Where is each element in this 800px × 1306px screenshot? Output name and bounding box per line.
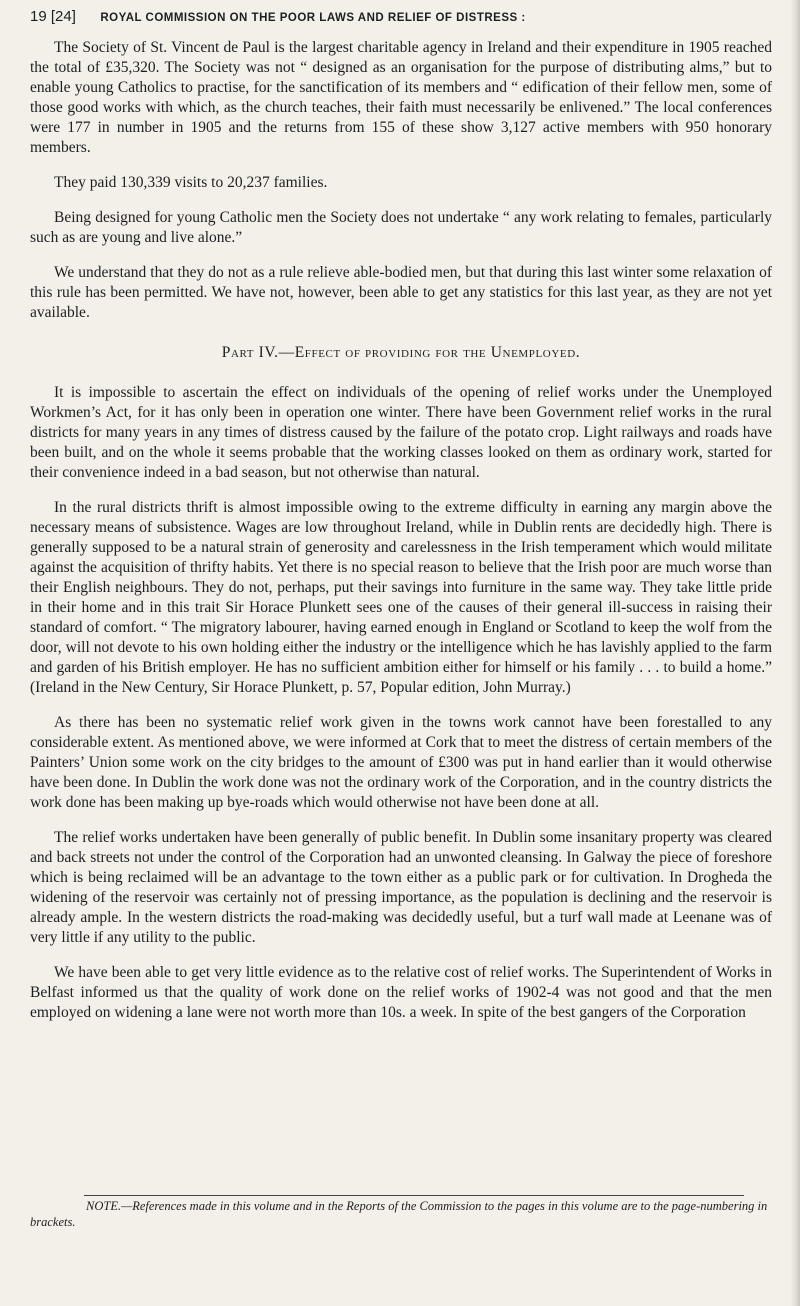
section-heading: Part IV.—Effect of providing for the Unemployed. bbox=[221, 344, 581, 361]
paragraph: As there has been no systematic relief work given in the towns work cannot have been forestalled to any considerable extent. As mentioned above, we were informed at Cork that to meet the distress of certain members of the Painters’ Union some work on the city bridges to the amount of £300 was put in hand earlier than it would otherwise have been done. In Dublin the work done was not the ordinary work of the Corporation, and in the country districts the work done has been making up bye-roads which would otherwise not have been done at all. bbox=[30, 714, 772, 811]
paragraph: It is impossible to ascertain the effect on individuals of the opening of relief works under the Unemployed Workmen’s Act, for it has only been in operation one winter. There have been Government relief works in the rural districts for many years in any times of distress caused by the failure of the potato crop. Light railways and roads have been built, and on the whole it seems probable that the working classes looked on them as ordinary work, started for their convenience indeed in a bad season, but not otherwise than natural. bbox=[30, 384, 772, 481]
footnote bbox=[30, 1198, 772, 1230]
footnote-label: NOTE. bbox=[86, 1199, 122, 1213]
page-number: 19 [24] bbox=[30, 8, 76, 25]
footnote-text: —References made in this volume and in the Reports of the Commission to the pages in this volume are to the page-numbering in brackets. bbox=[30, 1199, 768, 1229]
paragraph: The Society of St. Vincent de Paul is the largest charitable agency in Ireland and their expenditure in 1905 reached the total of £35,320. The Society was not “ designed as an organisation for the purpose of distributing alms,” but to enable young Catholics to practise, for the sanctification of its members and “ edification of their fellow men, some of those good works with which, as the church teaches, their faith must necessarily be enlivened.” The local conferences were 177 in number in 1905 and the returns from 155 of these show 3,127 active members with 950 honorary members. bbox=[30, 39, 772, 156]
paragraph: The relief works undertaken have been generally of public benefit. In Dublin some insanitary property was cleared and back streets not under the control of the Corporation had an unwonted cleansing. In Galway the piece of foreshore which is being reclaimed will be an advantage to the town either as a public park or for cultivation. In Drogheda the widening of the reservoir was certainly not of pressing importance, as the population is declining and the reservoir is already ample. In the western districts the road-making was decidedly useful, but a turf wall made at Leenane was of very little if any utility to the public. bbox=[30, 829, 772, 946]
footnote-rule bbox=[84, 1195, 744, 1196]
paragraph: We have been able to get very little evidence as to the relative cost of relief works. The Superintendent of Works in Belfast informed us that the quality of work done on the relief works of 1902-4 was not good and that the men employed on widening a lane were not worth more than 10s. a week. In spite of the best gangers of the Corporation bbox=[30, 964, 772, 1021]
running-title: ROYAL COMMISSION ON THE POOR LAWS AND RELIEF OF DISTRESS : bbox=[100, 12, 526, 24]
body-text bbox=[30, 38, 772, 1038]
paragraph: In the rural districts thrift is almost impossible owing to the extreme difficulty in earning any margin above the necessary means of subsistence. Wages are low throughout Ireland, while in Dublin rents are decidedly high. There is generally supposed to be a natural strain of generosity and carelessness in the Irish temperament which would militate against the acquisition of thrifty habits. Yet there is no special reason to believe that the Irish poor are much worse than their English neighbours. They do not, perhaps, put their savings into furniture in the same way. They take little pride in their home and in this trait Sir Horace Plunkett sees one of the causes of their general ill-success in raising their standard of comfort. “ The migratory labourer, having earned enough in England or Scotland to keep the wolf from the door, will not devote to his own holding either the industry or the intelligence which he has lavishly applied to the farm and garden of his British employer. He has no sufficient ambition either for himself or his family . . . to build a home.” (Ireland in the New Century, Sir Horace Plunkett, p. 57, Popular edition, John Murray.) bbox=[30, 499, 772, 696]
running-header bbox=[30, 8, 770, 32]
paragraph: Being designed for young Catholic men the Society does not undertake “ any work relating to females, particularly such as are young and live alone.” bbox=[30, 209, 772, 246]
paragraph: We understand that they do not as a rule relieve able-bodied men, but that during this last winter some relaxation of this rule has been permitted. We have not, however, been able to get any statistics for this last year, as they are not yet available. bbox=[30, 264, 772, 321]
page-edge bbox=[790, 0, 800, 1306]
paragraph: They paid 130,339 visits to 20,237 families. bbox=[54, 174, 328, 191]
